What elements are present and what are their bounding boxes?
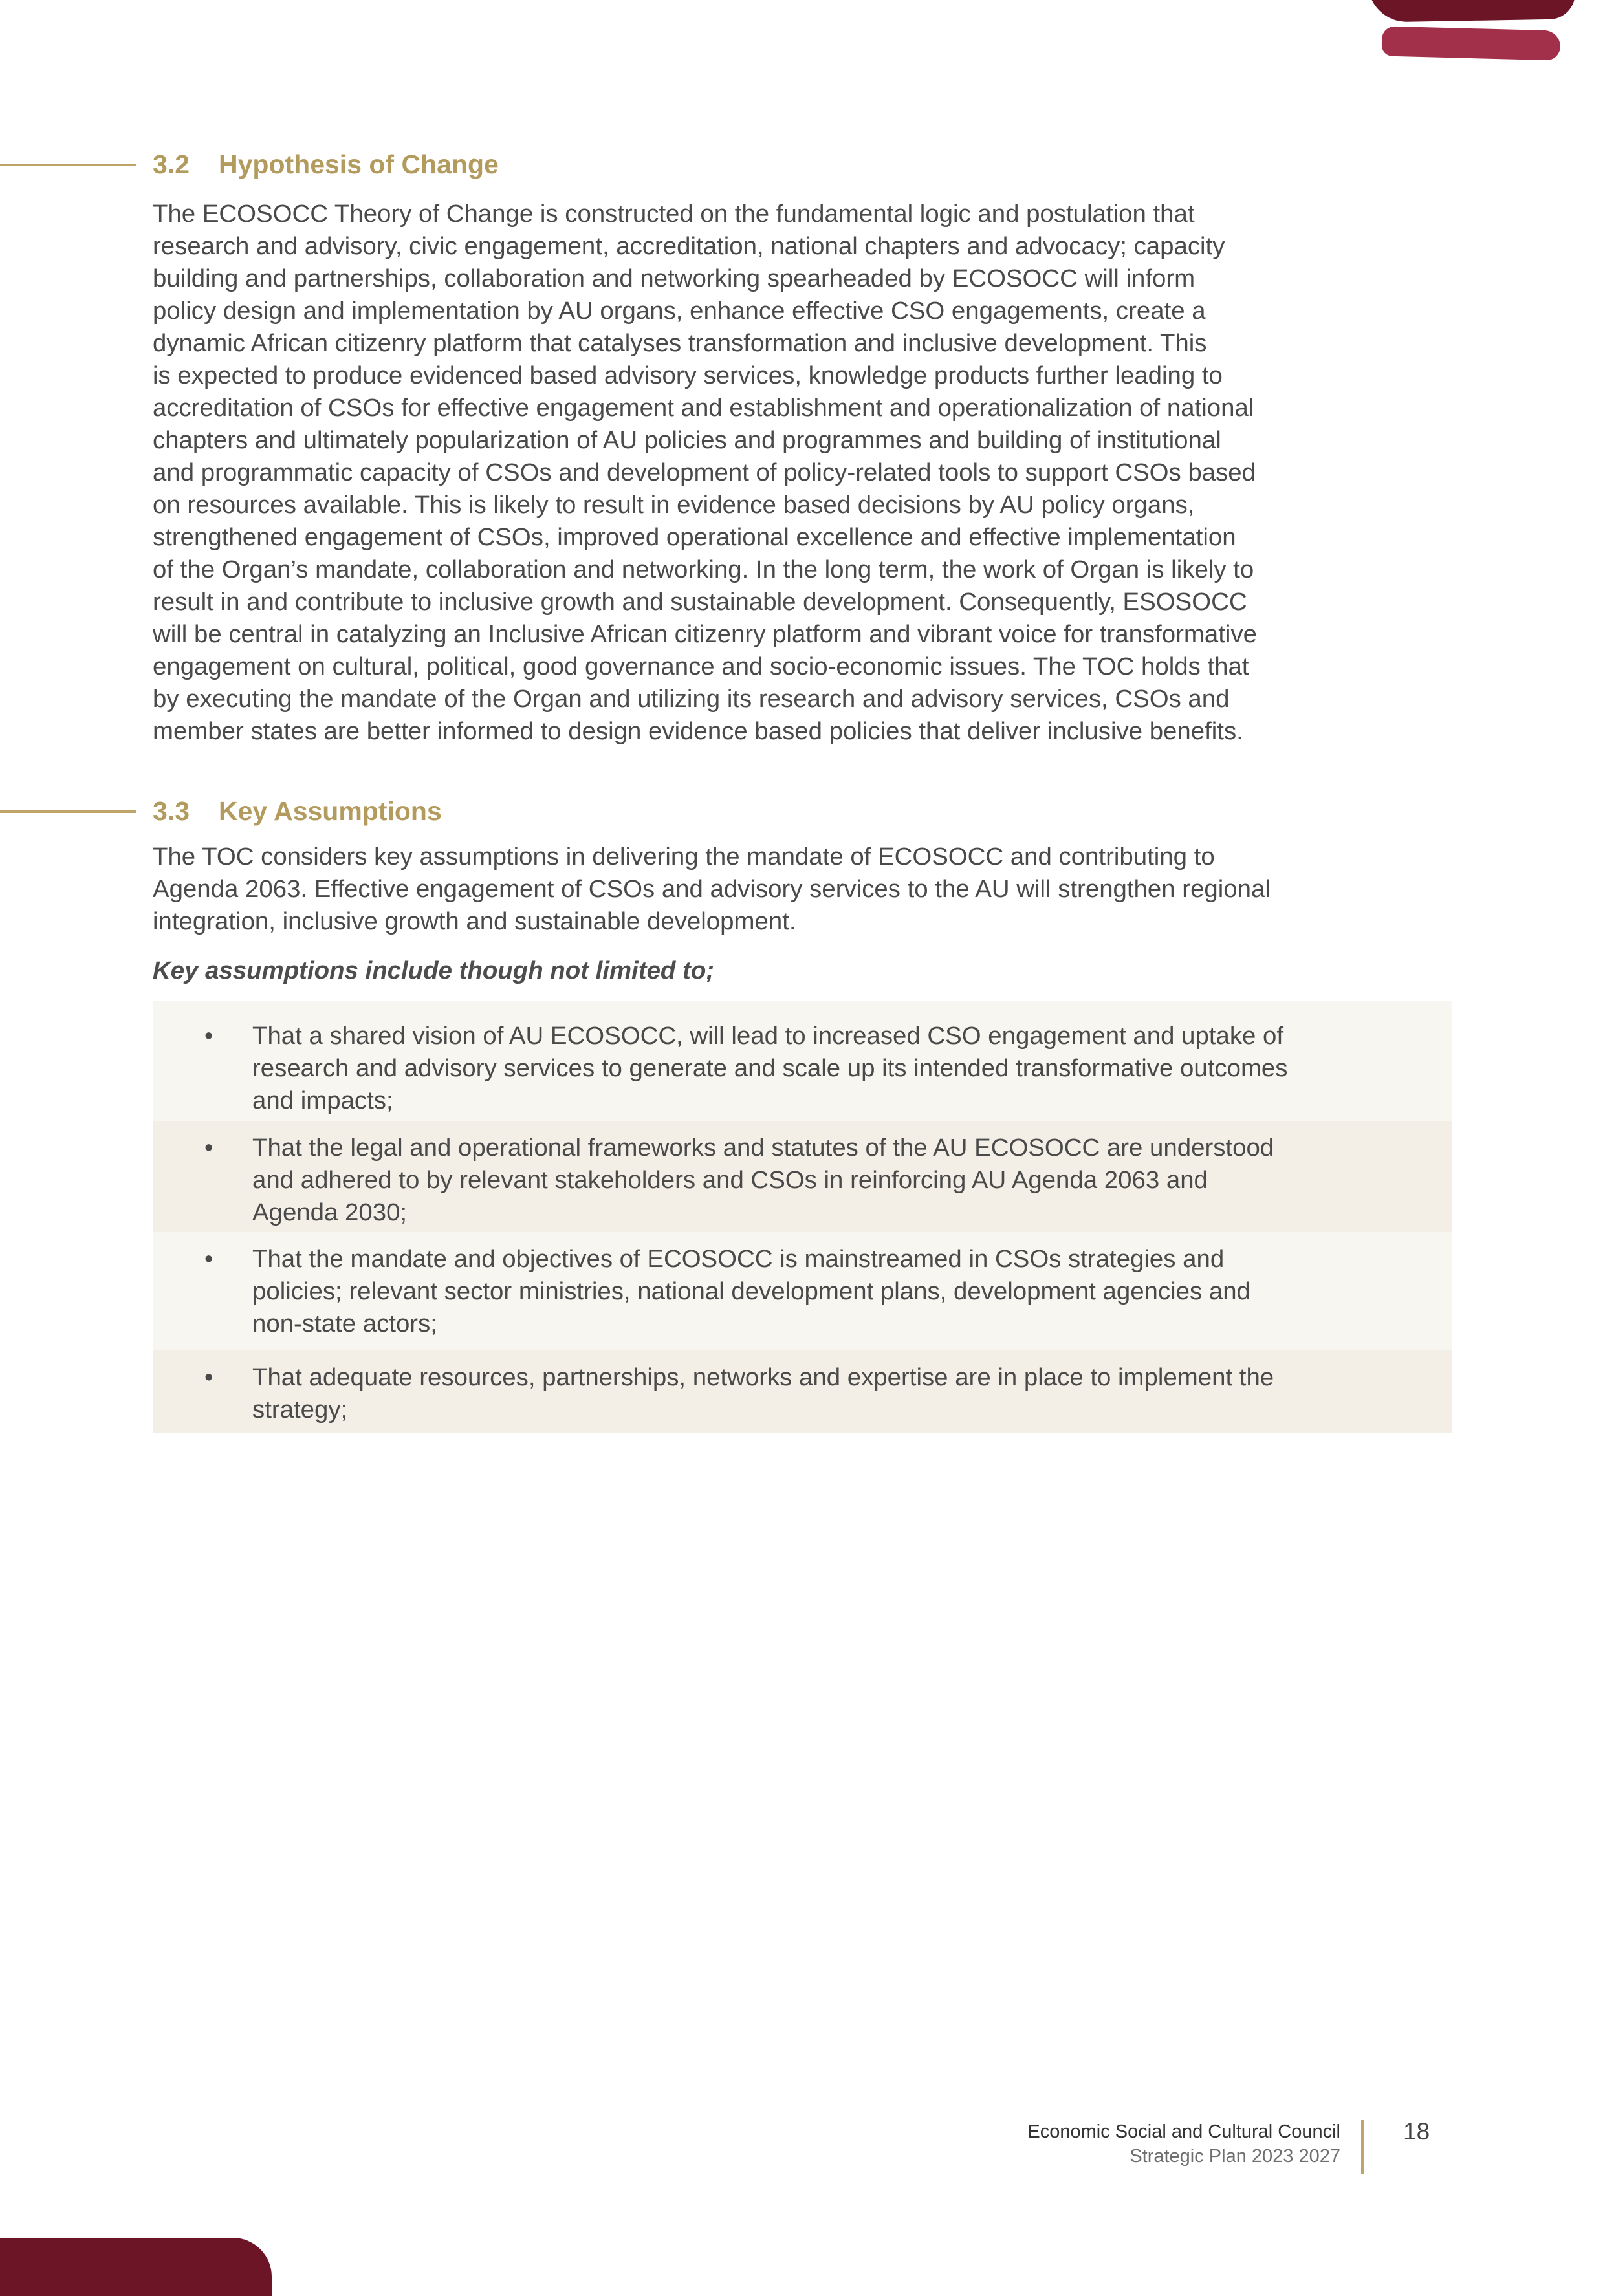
assumptions-intro-paragraph [153, 841, 1453, 938]
item-line: Agenda 2030; [252, 1198, 408, 1226]
footer-document: Strategic Plan 2023 2027 [1130, 2146, 1340, 2167]
paragraph-line: chapters and ultimately popularization of AU policies and programmes and building of institutional [153, 426, 1221, 454]
section-number: 3.3 [153, 796, 190, 826]
paragraph-line: accreditation of CSOs for effective engagement and establishment and operationalization of national [153, 394, 1254, 422]
brush-stroke-top-light [1381, 26, 1560, 60]
paragraph-line: building and partnerships, collaboration and networking spearheaded by ECOSOCC will inform [153, 265, 1196, 292]
assumptions-list [153, 1001, 1452, 1433]
section-number: 3.2 [153, 149, 190, 179]
paragraph-line: policy design and implementation by AU organs, enhance effective CSO engagements, create a [153, 297, 1206, 325]
paragraph-line: Agenda 2063. Effective engagement of CSOs and advisory services to the AU will strengthen regional [153, 875, 1271, 903]
list-item [153, 1350, 1452, 1433]
paragraph-line: on resources available. This is likely to result in evidence based decisions by AU policy organs, [153, 491, 1195, 519]
bullet: • [204, 1245, 213, 1273]
assumption-text [252, 1361, 1274, 1426]
paragraph-line: of the Organ’s mandate, collaboration and networking. In the long term, the work of Organ is likely to [153, 556, 1254, 583]
brush-stroke-bottom [0, 2238, 272, 2296]
section-rule-3-2 [0, 164, 136, 166]
paragraph-line: result in and contribute to inclusive growth and sustainable development. Consequently, ESOSOCC [153, 588, 1247, 616]
item-line: That the legal and operational frameworks and statutes of the AU ECOSOCC are understood [252, 1134, 1274, 1162]
item-line: policies; relevant sector ministries, national development plans, development agencies and [252, 1277, 1250, 1305]
bullet: • [204, 1022, 213, 1050]
assumption-text [252, 1132, 1274, 1229]
section-rule-3-3 [0, 810, 136, 813]
section-heading-3-3 [153, 798, 442, 825]
paragraph-line: The TOC considers key assumptions in delivering the mandate of ECOSOCC and contributing to [153, 843, 1215, 871]
brush-stroke-top-dark [1368, 0, 1575, 23]
paragraph-line: The ECOSOCC Theory of Change is constructed on the fundamental logic and postulation that [153, 200, 1195, 228]
item-line: That a shared vision of AU ECOSOCC, will lead to increased CSO engagement and uptake of [252, 1022, 1284, 1050]
paragraph-line: engagement on cultural, political, good governance and socio-economic issues. The TOC holds that [153, 653, 1249, 680]
item-line: That the mandate and objectives of ECOSOCC is mainstreamed in CSOs strategies and [252, 1245, 1225, 1273]
paragraph-line: and programmatic capacity of CSOs and development of policy-related tools to support CSOs based [153, 459, 1256, 486]
list-item [153, 1121, 1452, 1232]
footer-divider [1361, 2120, 1364, 2174]
item-line: and adhered to by relevant stakeholders and CSOs in reinforcing AU Agenda 2063 and [252, 1166, 1208, 1194]
assumption-text [252, 1243, 1250, 1340]
footer-organization: Economic Social and Cultural Council [1027, 2121, 1340, 2142]
paragraph-line: strengthened engagement of CSOs, improved operational excellence and effective implementation [153, 523, 1236, 551]
section-heading-3-2 [153, 151, 499, 178]
item-line: non-state actors; [252, 1310, 437, 1338]
paragraph-line: is expected to produce evidenced based advisory services, knowledge products further leading to [153, 362, 1223, 389]
item-line: That adequate resources, partnerships, networks and expertise are in place to implement the [252, 1363, 1274, 1391]
hypothesis-paragraph [153, 198, 1453, 748]
bullet: • [204, 1134, 213, 1162]
assumptions-lead: Key assumptions include though not limited to; [153, 957, 715, 984]
paragraph-line: will be central in catalyzing an Inclusive African citizenry platform and vibrant voice for transformative [153, 620, 1257, 648]
bullet: • [204, 1363, 213, 1391]
page-number: 18 [1403, 2118, 1430, 2145]
item-line: and impacts; [252, 1087, 393, 1114]
assumption-text [252, 1020, 1287, 1117]
section-title: Key Assumptions [219, 796, 442, 826]
paragraph-line: research and advisory, civic engagement, accreditation, national chapters and advocacy; capacity [153, 232, 1225, 260]
paragraph-line: integration, inclusive growth and sustainable development. [153, 907, 796, 935]
list-item [153, 1232, 1452, 1350]
section-title: Hypothesis of Change [219, 149, 499, 179]
item-line: strategy; [252, 1396, 348, 1424]
paragraph-line: dynamic African citizenry platform that catalyses transformation and inclusive development. This [153, 329, 1207, 357]
list-item [153, 1001, 1452, 1121]
paragraph-line: member states are better informed to design evidence based policies that deliver inclusive benefits. [153, 717, 1243, 745]
paragraph-line: by executing the mandate of the Organ and utilizing its research and advisory services, CSOs and [153, 685, 1230, 713]
item-line: research and advisory services to generate and scale up its intended transformative outcomes [252, 1054, 1288, 1082]
